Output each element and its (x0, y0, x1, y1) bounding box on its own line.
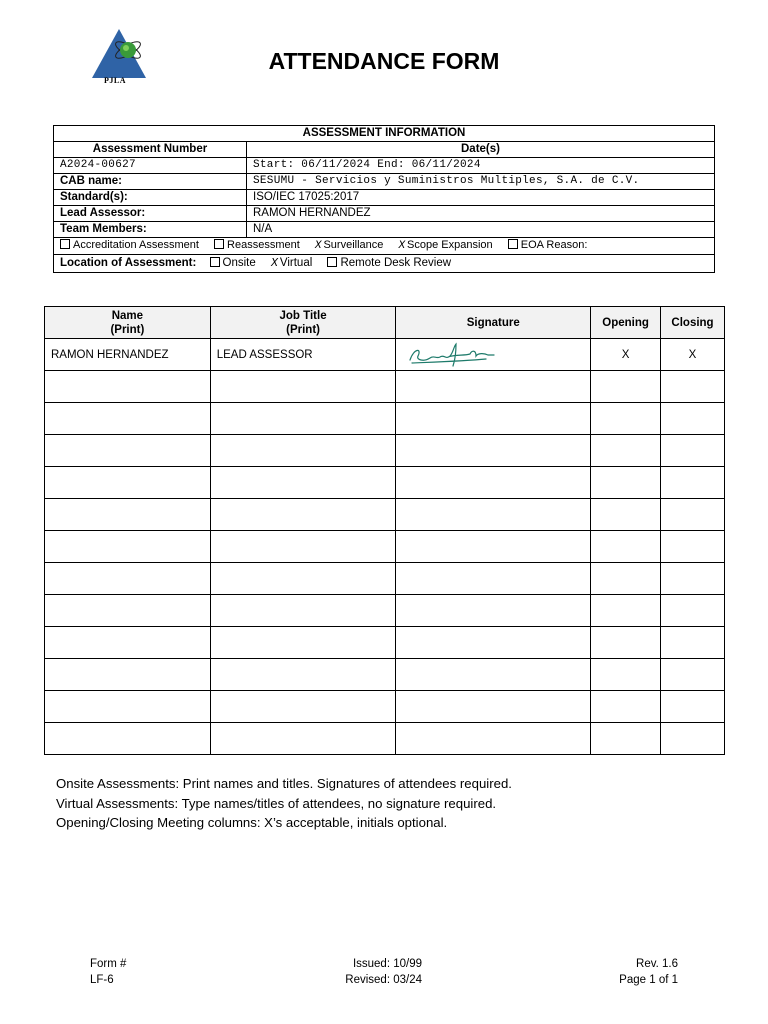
onsite-checkbox[interactable] (210, 257, 220, 267)
opening-mark[interactable] (591, 403, 661, 435)
table-row (45, 531, 725, 563)
attendee-name[interactable]: RAMON HERNANDEZ (45, 339, 211, 371)
instructions (56, 774, 512, 833)
form-label: Form # (90, 958, 127, 970)
opening-mark[interactable] (591, 595, 661, 627)
attendee-signature[interactable] (396, 531, 591, 563)
team-members-value: N/A (247, 222, 715, 238)
closing-mark[interactable]: X (661, 339, 725, 371)
footer-form (90, 956, 126, 988)
table-row (45, 691, 725, 723)
revised-date: Revised: 03/24 (345, 974, 422, 986)
team-members-label: Team Members: (54, 222, 247, 238)
virtual-mark[interactable]: X (270, 257, 278, 270)
surveillance-label: Surveillance (323, 239, 384, 251)
remote-label: Remote Desk Review (340, 257, 452, 269)
table-row (45, 723, 725, 755)
closing-mark[interactable] (661, 659, 725, 691)
table-row (45, 403, 725, 435)
eoa-label: EOA Reason: (520, 239, 588, 251)
attendee-name[interactable] (45, 723, 211, 755)
handwritten-signature (406, 342, 502, 368)
onsite-option[interactable] (210, 257, 256, 269)
closing-mark[interactable] (661, 467, 725, 499)
note-columns: Opening/Closing Meeting columns: X’s acceptable, initials optional. (56, 815, 448, 830)
attendance-table (44, 306, 725, 755)
opening-mark[interactable] (591, 691, 661, 723)
attendee-name[interactable] (45, 659, 211, 691)
attendee-job-title[interactable] (210, 435, 396, 467)
issued-date: Issued: 10/99 (352, 958, 422, 970)
assessment-number-label: Assessment Number (54, 142, 247, 158)
surveillance-option[interactable] (315, 239, 384, 251)
table-row (45, 595, 725, 627)
dates-value: Start: 06/11/2024 End: 06/11/2024 (247, 158, 715, 174)
assessment-info-table (53, 125, 715, 273)
reassessment-checkbox[interactable] (214, 239, 224, 249)
name-header-line1: Name (111, 309, 144, 322)
attendee-job-title[interactable] (210, 723, 396, 755)
table-row (45, 339, 725, 371)
attendee-job-title[interactable] (210, 403, 396, 435)
closing-mark[interactable] (661, 723, 725, 755)
attendee-signature[interactable] (396, 595, 591, 627)
opening-mark[interactable] (591, 435, 661, 467)
attendee-name[interactable] (45, 595, 211, 627)
opening-mark[interactable] (591, 563, 661, 595)
footer-revision (619, 956, 678, 988)
accreditation-option[interactable] (60, 239, 199, 251)
cab-name-label: CAB name: (54, 174, 247, 190)
page-number: Page 1 of 1 (619, 974, 678, 986)
opening-mark[interactable] (591, 467, 661, 499)
table-row (45, 627, 725, 659)
reassessment-label: Reassessment (227, 239, 300, 251)
cab-name-value: SESUMU - Servicios y Suministros Multiples, S.A. de C.V. (247, 174, 715, 190)
location-row (54, 255, 715, 273)
attendee-name[interactable] (45, 403, 211, 435)
attendee-signature[interactable] (396, 339, 591, 371)
accreditation-label: Accreditation Assessment (73, 239, 199, 251)
job-header-line1: Job Title (279, 309, 327, 322)
opening-mark[interactable] (591, 627, 661, 659)
onsite-label: Onsite (222, 257, 256, 269)
attendee-signature[interactable] (396, 691, 591, 723)
note-virtual: Virtual Assessments: Type names/titles of attendees, no signature required. (56, 795, 497, 811)
attendee-signature[interactable] (396, 499, 591, 531)
surveillance-mark[interactable]: X (314, 240, 322, 252)
table-row (45, 467, 725, 499)
standards-value: ISO/IEC 17025:2017 (247, 190, 715, 206)
signature-column-header: Signature (396, 307, 591, 339)
opening-mark[interactable]: X (591, 339, 661, 371)
attendee-signature[interactable] (396, 403, 591, 435)
job-title-column-header (210, 307, 396, 339)
attendee-signature[interactable] (396, 659, 591, 691)
eoa-checkbox[interactable] (508, 239, 518, 249)
opening-mark[interactable] (591, 499, 661, 531)
closing-mark[interactable] (661, 435, 725, 467)
attendee-name[interactable] (45, 371, 211, 403)
attendee-job-title[interactable]: LEAD ASSESSOR (210, 339, 396, 371)
attendee-job-title[interactable] (210, 499, 396, 531)
closing-mark[interactable] (661, 403, 725, 435)
closing-mark[interactable] (661, 371, 725, 403)
assessment-type-row (54, 238, 715, 255)
attendee-signature[interactable] (396, 371, 591, 403)
standards-label: Standard(s): (54, 190, 247, 206)
opening-mark[interactable] (591, 723, 661, 755)
remote-checkbox[interactable] (327, 257, 337, 267)
attendee-name[interactable] (45, 691, 211, 723)
closing-mark[interactable] (661, 531, 725, 563)
closing-mark[interactable] (661, 499, 725, 531)
name-column-header (45, 307, 211, 339)
closing-mark[interactable] (661, 627, 725, 659)
virtual-option[interactable] (271, 257, 312, 269)
table-row (45, 371, 725, 403)
attendee-name[interactable] (45, 435, 211, 467)
footer-dates (344, 956, 422, 988)
location-label: Location of Assessment: (60, 257, 197, 269)
attendee-job-title[interactable] (210, 531, 396, 563)
closing-mark[interactable] (661, 595, 725, 627)
table-row (45, 499, 725, 531)
table-row (45, 563, 725, 595)
attendee-job-title[interactable] (210, 563, 396, 595)
attendee-signature[interactable] (396, 627, 591, 659)
attendee-signature[interactable] (396, 467, 591, 499)
revision: Rev. 1.6 (636, 958, 678, 970)
form-value: LF-6 (90, 974, 114, 986)
eoa-option[interactable] (508, 239, 588, 251)
assessment-number-value: A2024-00627 (54, 158, 247, 174)
attendee-job-title[interactable] (210, 691, 396, 723)
closing-mark[interactable] (661, 563, 725, 595)
attendee-job-title[interactable] (210, 371, 396, 403)
attendee-name[interactable] (45, 627, 211, 659)
closing-mark[interactable] (661, 691, 725, 723)
attendee-name[interactable] (45, 531, 211, 563)
logo-text: PJLA (104, 76, 126, 85)
attendee-signature[interactable] (396, 723, 591, 755)
scope-expansion-option[interactable] (398, 239, 492, 251)
attendee-job-title[interactable] (210, 627, 396, 659)
reassessment-option[interactable] (214, 239, 300, 251)
attendee-job-title[interactable] (210, 659, 396, 691)
table-row (45, 659, 725, 691)
lead-assessor-value: RAMON HERNANDEZ (247, 206, 715, 222)
opening-mark[interactable] (591, 531, 661, 563)
attendee-name[interactable] (45, 499, 211, 531)
dates-label: Date(s) (247, 142, 715, 158)
assessment-info-heading: ASSESSMENT INFORMATION (54, 126, 715, 142)
opening-column-header: Opening (591, 307, 661, 339)
attendee-name[interactable] (45, 467, 211, 499)
scope-expansion-mark[interactable]: X (398, 240, 406, 252)
scope-expansion-label: Scope Expansion (407, 239, 493, 251)
closing-column-header: Closing (661, 307, 725, 339)
table-row (45, 435, 725, 467)
opening-mark[interactable] (591, 659, 661, 691)
attendee-name[interactable] (45, 563, 211, 595)
job-header-line2: (Print) (286, 323, 320, 336)
attendee-job-title[interactable] (210, 467, 396, 499)
opening-mark[interactable] (591, 371, 661, 403)
virtual-label: Virtual (279, 257, 313, 269)
attendance-header-row (45, 307, 725, 339)
note-onsite: Onsite Assessments: Print names and titles. Signatures of attendees required. (56, 776, 512, 791)
attendee-signature[interactable] (396, 563, 591, 595)
page-title: ATTENDANCE FORM (268, 48, 500, 74)
lead-assessor-label: Lead Assessor: (54, 206, 247, 222)
accreditation-checkbox[interactable] (60, 239, 70, 249)
remote-option[interactable] (327, 257, 451, 269)
attendee-signature[interactable] (396, 435, 591, 467)
name-header-line2: (Print) (110, 323, 145, 336)
attendee-job-title[interactable] (210, 595, 396, 627)
